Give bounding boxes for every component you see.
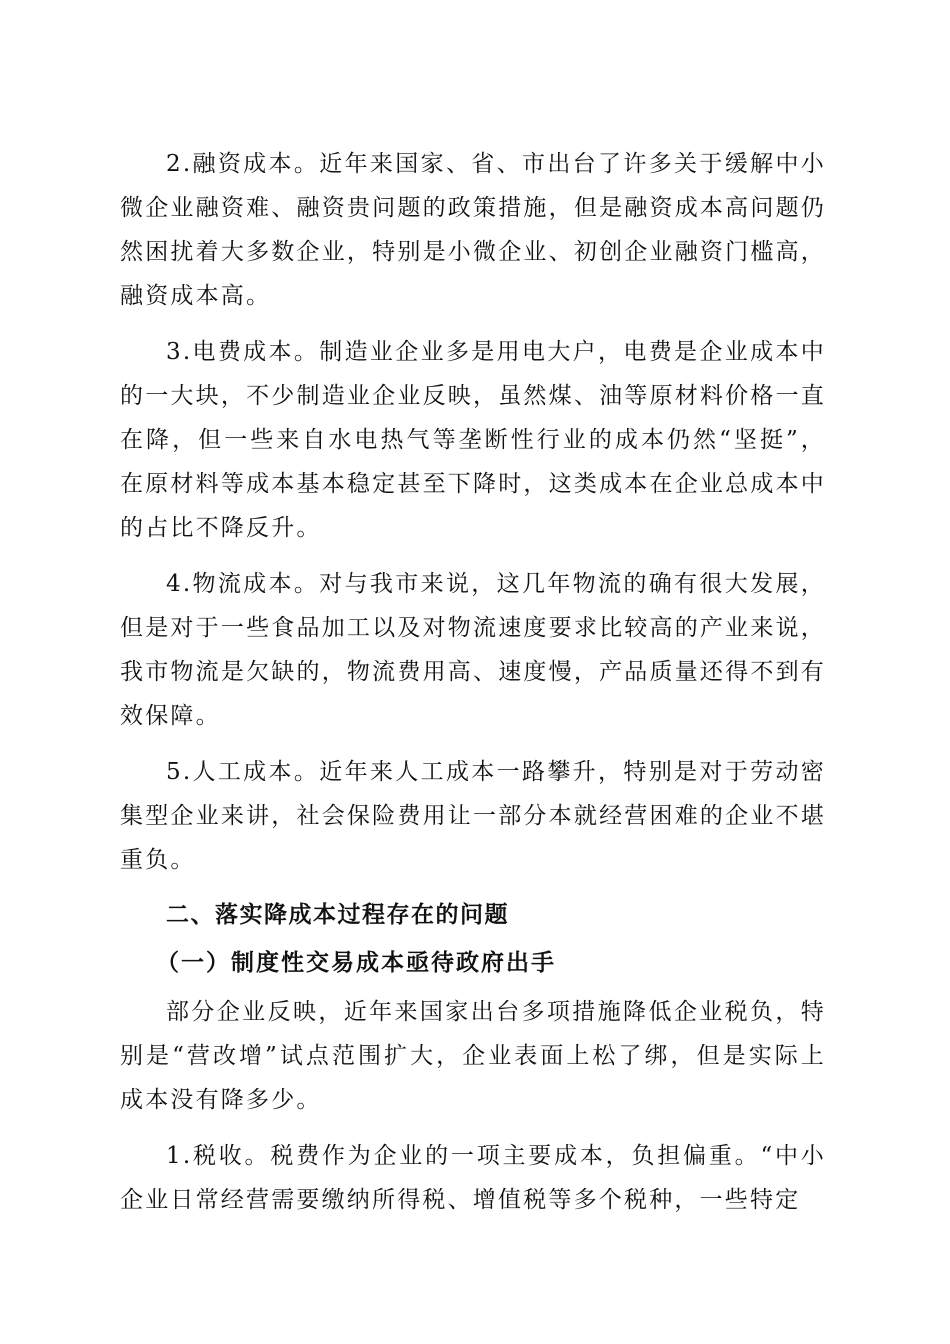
paragraph-logistics-cost: 4.物流成本。对与我市来说，这几年物流的确有很大发展，但是对于一些食品加工以及对物流速度要求比较高的产业来说，我市物流是欠缺的，物流费用高、速度慢，产品质量还得不到有效保障。	[120, 571, 826, 729]
paragraph-enterprise-feedback: 部分企业反映，近年来国家出台多项措施降低企业税负，特别是“营改增”试点范围扩大，企业表面上松了绑，但是实际上成本没有降多少。	[120, 999, 826, 1113]
subsection-heading: （一）制度性交易成本亟待政府出手	[156, 949, 556, 976]
paragraph-financing-cost: 2.融资成本。近年来国家、省、市出台了许多关于缓解中小微企业融资难、融资贵问题的政策措施，但是融资成本高问题仍然困扰着大多数企业，特别是小微企业、初创企业融资门槛高，融资成本高。	[120, 151, 826, 309]
section-heading: 二、落实降成本过程存在的问题	[166, 902, 509, 928]
document-page	[120, 142, 826, 1234]
paragraph-labor-cost: 5.人工成本。近年来人工成本一路攀升，特别是对于劳动密集型企业来讲，社会保险费用让一部分本就经营困难的企业不堪重负。	[120, 759, 826, 873]
paragraph-taxation: 1.税收。税费作为企业的一项主要成本，负担偏重。“中小企业日常经营需要缴纳所得税、增值税等多个税种，一些特定	[120, 1143, 826, 1213]
paragraph-electricity-cost: 3.电费成本。制造业企业多是用电大户，电费是企业成本中的一大块，不少制造业企业反映，虽然煤、油等原材料价格一直在降，但一些来自水电热气等垄断性行业的成本仍然“坚挺”，在原材料等成本基本稳定甚至下降时，这类成本在企业总成本中的占比不降反升。	[120, 339, 826, 541]
